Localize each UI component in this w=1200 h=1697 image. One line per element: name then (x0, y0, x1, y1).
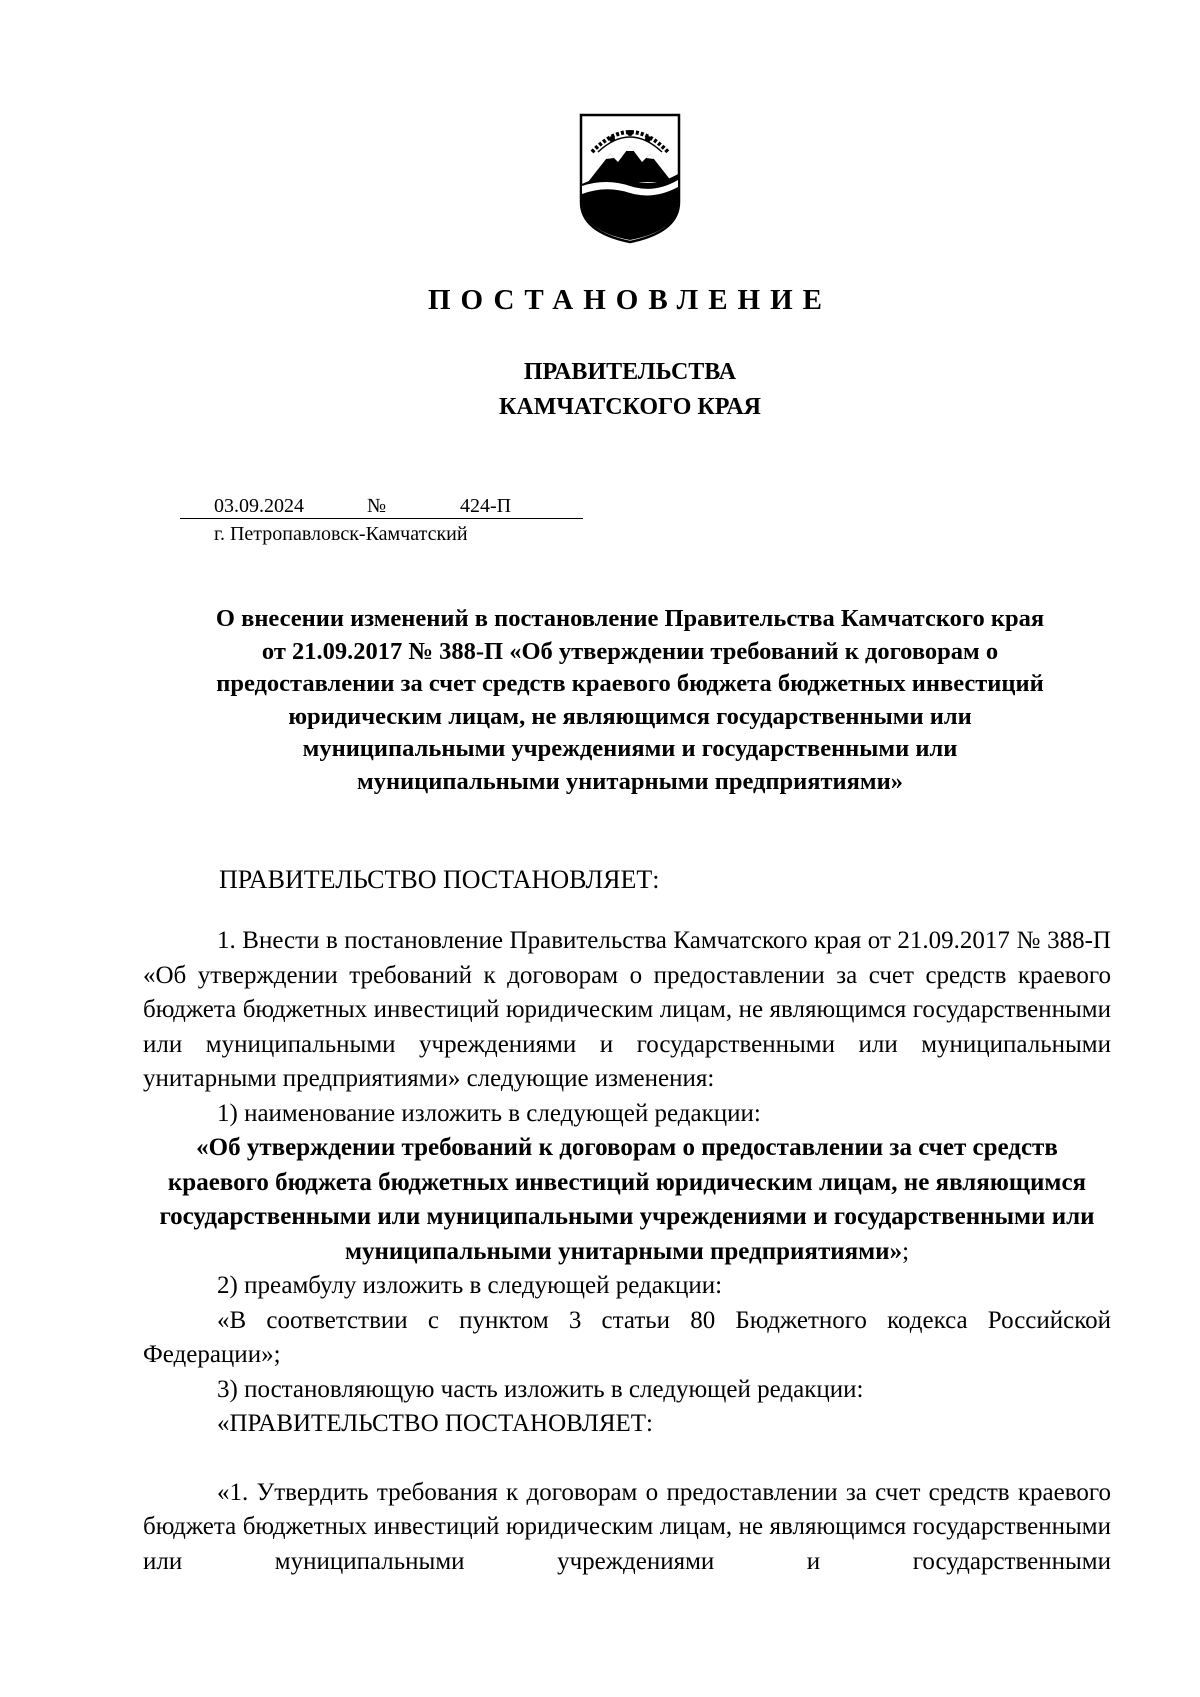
title-line: муниципальными унитарными предприятиями» (357, 767, 903, 795)
document-date: 03.09.2024 (214, 495, 304, 517)
paragraph-point-1: «1. Утвердить требования к договорам о предоставлении за счет средств краевого бюджета бюджетных инвестиций юридическим лицам, не являющимся государственными или муниципальными учреждениями и государственными (143, 1478, 1111, 1575)
document-type: ПОСТАНОВЛЕНИЕ (427, 284, 832, 316)
title-line: от 21.09.2017 № 388-П «Об утверждении требований к договорам о (261, 637, 999, 665)
new-title-suffix: ; (902, 1237, 910, 1265)
issuer-line: ПРАВИТЕЛЬСТВА (523, 359, 737, 385)
title-line: О внесении изменений в постановление Правительства Камчатского края (215, 605, 1045, 632)
title-line: юридическим лицам, не являющимся государственными или (288, 702, 972, 730)
paragraph-preamble: «В соответствии с пунктом 3 статьи 80 Бюджетного кодекса Российской Федерации»; (143, 1306, 1111, 1368)
document-city: г. Петропавловск-Камчатский (214, 523, 468, 545)
paragraph-sub-1: 1) наименование изложить в следующей редакции: (217, 1099, 761, 1127)
number-sign: № (367, 495, 387, 517)
issuer-line: КАМЧАТСКОГО КРАЯ (498, 394, 762, 420)
paragraph-sub-2: 2) преамбулу изложить в следующей редакции: (217, 1272, 723, 1299)
paragraph-sub-3: 3) постановляющую часть изложить в следующей редакции: (217, 1375, 864, 1403)
document-body (143, 924, 1111, 1579)
title-line: муниципальными учреждениями и государственными или (302, 735, 958, 762)
paragraph-new-title (143, 1131, 1111, 1269)
new-title-text: «Об утверждении требований к договорам о предоставлении за счет средств краевого бюджета бюджетных инвестиций юридическим лицам, не являющимся государственными или муниципальными учреждениями и государственными или муниципальными унитарными предприятиями» (159, 1134, 1095, 1265)
title-line: предоставлении за счет средств краевого бюджета бюджетных инвестиций (216, 670, 1044, 697)
kamchatka-coat-of-arms-icon (578, 112, 682, 244)
decree-heading: ПРАВИТЕЛЬСТВО ПОСТАНОВЛЯЕТ: (219, 865, 660, 894)
document-title (130, 603, 1130, 798)
paragraph-item-1: 1. Внести в постановление Правительства Камчатского края от 21.09.2017 № 388-П «Об утверждении требований к договорам о предоставлении за счет средств краевого бюджета бюджетных инвестиций юридическим лицам, не являющимся государственными или муниципальными учреждениями и государственными или муниципальными унитарными предприятиями» следующие изменения: (143, 927, 1111, 1092)
paragraph-decree-quote: «ПРАВИТЕЛЬСТВО ПОСТАНОВЛЯЕТ: (217, 1410, 653, 1437)
date-number-underline (180, 518, 583, 519)
document-number: 424-П (460, 495, 512, 517)
issuer (0, 355, 1200, 425)
